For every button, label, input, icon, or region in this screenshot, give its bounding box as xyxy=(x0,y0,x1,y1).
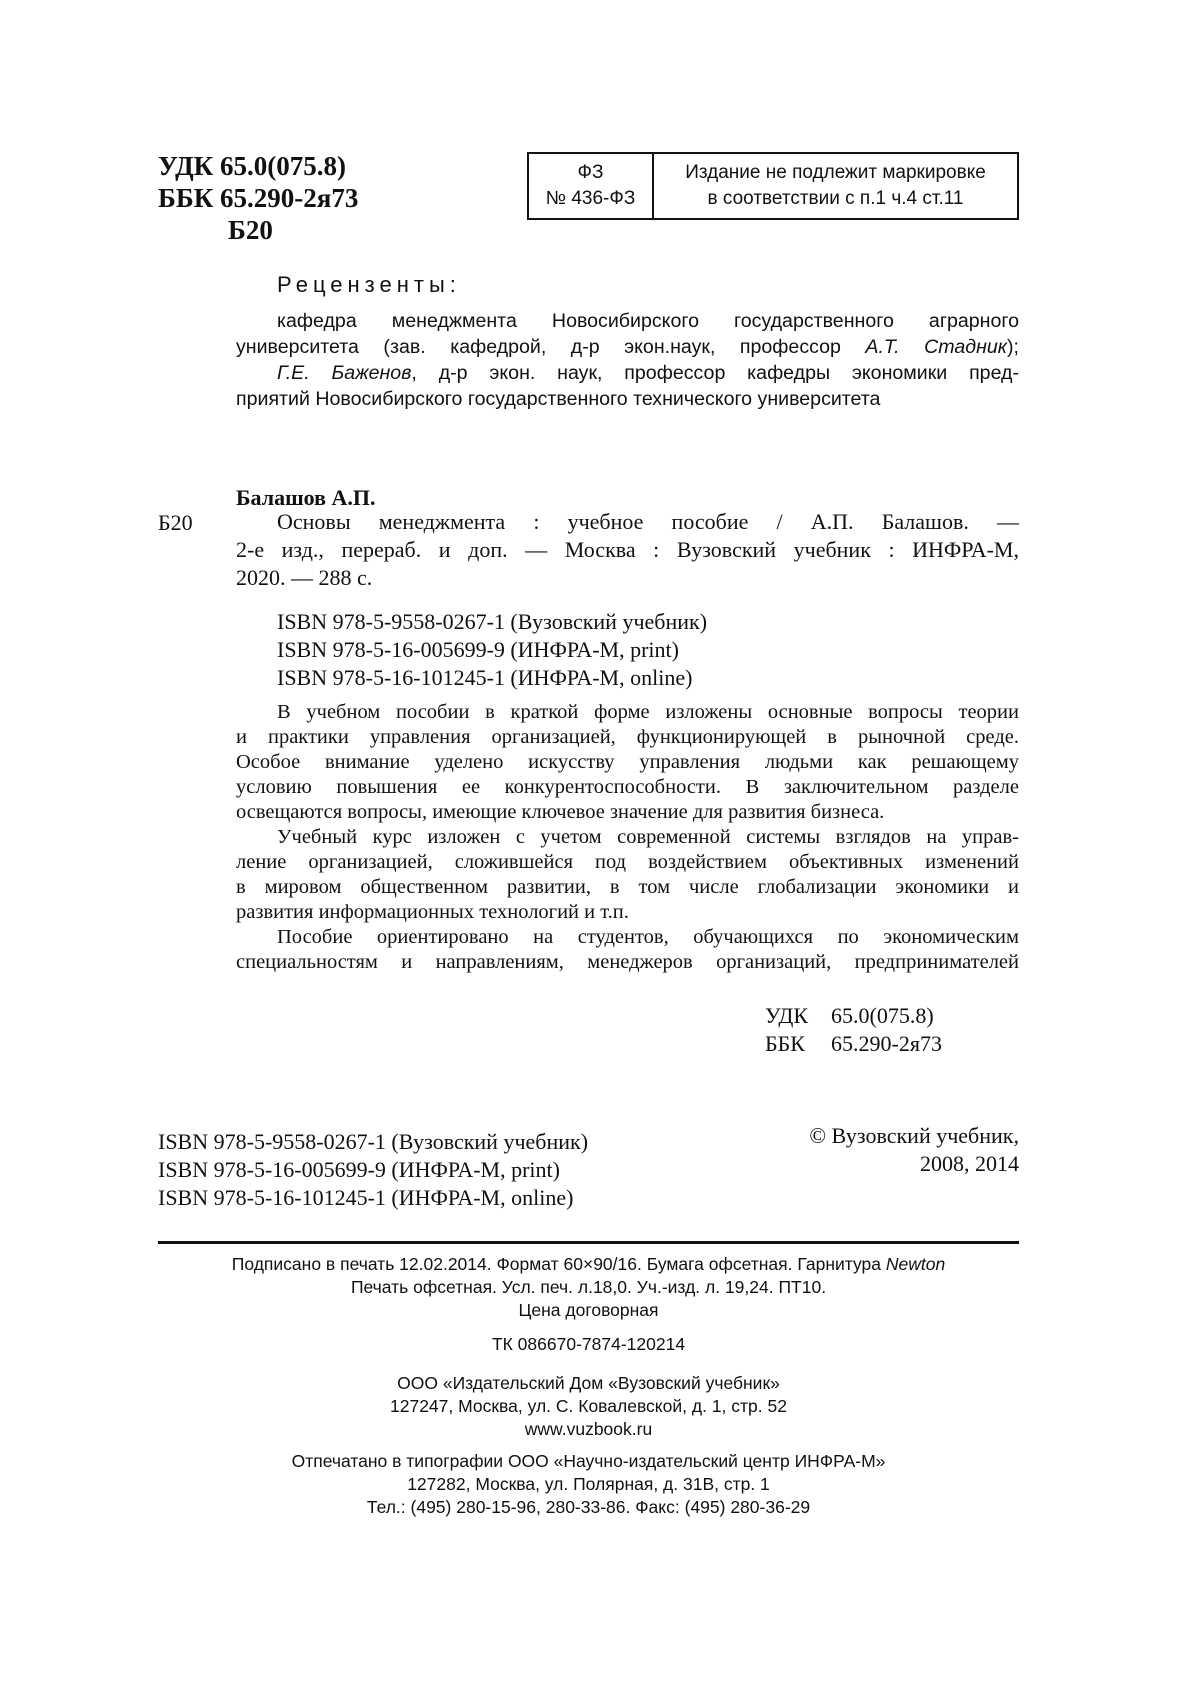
biblio-line-2: 2-е изд., перераб. и доп. — Москва : Вузовский учебник : ИНФРА-М, xyxy=(236,537,1019,562)
imprint-print-info xyxy=(158,1253,1019,1322)
bbk-label: ББК xyxy=(765,1031,805,1056)
typeface-name: Newton xyxy=(885,1254,946,1274)
tk-code: ТК 086670-7874-120214 xyxy=(491,1334,686,1354)
udk-code: УДК 65.0(075.8) xyxy=(158,151,346,181)
abstract-line: в мировом общественном развитии, в том числе глобализации экономики и xyxy=(236,876,1019,898)
law-cell xyxy=(529,154,654,218)
reviewer-1-head-name: А.Т. Стадник xyxy=(865,336,1008,358)
card-index: Б20 xyxy=(158,510,193,535)
abstract-paragraph-1 xyxy=(236,700,1019,825)
marking-note-line-2: в соответствии с п.1 ч.4 ст.11 xyxy=(707,188,964,209)
classification-block xyxy=(765,1002,942,1058)
age-marking-box xyxy=(527,152,1019,220)
signed-for-print-line xyxy=(158,1253,1019,1276)
isbn-line-3: ISBN 978-5-16-101245-1 (ИНФРА-М, online) xyxy=(158,1185,574,1210)
abstract-line: и практики управления организацией, функционирующей в рыночной среде. xyxy=(236,726,1019,748)
publisher-name: ООО «Издательский Дом «Вузовский учебник» xyxy=(397,1373,780,1393)
printer-name: Отпечатано в типографии ООО «Научно-издательский центр ИНФРА-М» xyxy=(291,1451,886,1471)
reviewer-1-close: ); xyxy=(1007,336,1019,358)
signed-text: Подписано в печать 12.02.2014. Формат 60×90/16. Бумага офсетная. Гарнитура xyxy=(231,1254,886,1274)
divider xyxy=(158,1241,1019,1244)
printer-phones: Тел.: (495) 280-15-96, 280-33-86. Факс: (495) 280-36-29 xyxy=(366,1497,811,1517)
printer-info xyxy=(158,1450,1019,1519)
record-isbn-1: ISBN 978-5-9558-0267-1 (Вузовский учебник) xyxy=(277,609,708,634)
biblio-line-1: Основы менеджмента : учебное пособие / А.П. Балашов. — xyxy=(277,509,1019,534)
udk-row xyxy=(765,1002,942,1030)
isbn-line-2: ISBN 978-5-16-005699-9 (ИНФРА-М, print) xyxy=(158,1157,560,1182)
bibliographic-record xyxy=(236,508,1019,592)
abstract-line: ление организацией, сложившейся под воздействием объективных изменений xyxy=(236,851,1019,873)
copyright-line-1: © Вузовский учебник, xyxy=(809,1123,1019,1148)
classification-codes xyxy=(158,150,358,246)
reviewers-heading: Рецензенты: xyxy=(277,272,461,297)
reviewer-2-line-1 xyxy=(236,360,1019,386)
copyright-line-2: 2008, 2014 xyxy=(920,1151,1019,1176)
author-index-code: Б20 xyxy=(228,215,273,245)
abstract-line: специальностям и направлениям, менеджеров организаций, предпринимателей xyxy=(236,951,1019,973)
reviewer-1-line-2 xyxy=(236,334,1019,360)
abstract-line: условию повышения ее конкурентоспособности. В заключительном разделе xyxy=(236,776,1019,798)
reviewers-list xyxy=(236,308,1019,412)
law-line-2: № 436-ФЗ xyxy=(545,188,636,209)
print-details-line: Печать офсетная. Усл. печ. л.18,0. Уч.-изд. л. 19,24. ПТ10. xyxy=(350,1277,827,1297)
reviewer-1-line-1: кафедра менеджмента Новосибирского государственного аграрного xyxy=(277,310,1019,332)
abstract-line: развития информационных технологий и т.п. xyxy=(236,901,629,923)
record-isbn-list xyxy=(277,608,707,692)
bbk-value: 65.290-2я73 xyxy=(831,1031,942,1056)
publisher-address: 127247, Москва, ул. С. Ковалевской, д. 1, стр. 52 xyxy=(390,1396,787,1416)
reviewer-2-text: , д-р экон. наук, профессор кафедры экономики пред- xyxy=(411,362,1019,384)
bbk-row xyxy=(765,1030,942,1058)
printer-address: 127282, Москва, ул. Полярная, д. 31В, стр. 1 xyxy=(407,1474,770,1494)
author-name: Балашов А.П. xyxy=(236,485,376,510)
abstract-line: Особое внимание уделено искусству управления людьми как решающему xyxy=(236,751,1019,773)
abstract-paragraph-3 xyxy=(236,925,1019,975)
isbn-line-1: ISBN 978-5-9558-0267-1 (Вузовский учебник) xyxy=(158,1129,589,1154)
copyright-notice xyxy=(809,1122,1019,1178)
price-line: Цена договорная xyxy=(518,1300,659,1320)
reviewer-2-name: Г.Е. Баженов xyxy=(277,362,412,384)
abstract xyxy=(236,700,1019,975)
reviewer-2-line-2: приятий Новосибирского государственного технического университета xyxy=(236,388,881,410)
record-isbn-3: ISBN 978-5-16-101245-1 (ИНФРА-М, online) xyxy=(277,665,693,690)
abstract-line: Учебный курс изложен с учетом современной системы взглядов на управ- xyxy=(277,826,1019,848)
isbn-block xyxy=(158,1128,588,1212)
marking-note-cell xyxy=(654,154,1017,218)
udk-label: УДК xyxy=(765,1003,809,1028)
reviewer-1-text: университета (зав. кафедрой, д-р экон.наук, профессор xyxy=(236,336,866,358)
abstract-line: освещаются вопросы, имеющие ключевое значение для развития бизнеса. xyxy=(236,801,885,823)
bbk-code: ББК 65.290-2я73 xyxy=(158,183,359,213)
publisher-info xyxy=(158,1372,1019,1441)
abstract-line: Пособие ориентировано на студентов, обучающихся по экономическим xyxy=(277,926,1019,948)
law-line-1: ФЗ xyxy=(577,162,604,183)
biblio-line-3: 2020. — 288 с. xyxy=(236,565,373,590)
record-isbn-2: ISBN 978-5-16-005699-9 (ИНФРА-М, print) xyxy=(277,637,679,662)
abstract-paragraph-2 xyxy=(236,825,1019,925)
marking-note-line-1: Издание не подлежит маркировке xyxy=(685,162,986,183)
udk-value: 65.0(075.8) xyxy=(831,1003,934,1028)
abstract-line: В учебном пособии в краткой форме изложены основные вопросы теории xyxy=(277,701,1019,723)
publisher-website: www.vuzbook.ru xyxy=(524,1419,653,1439)
